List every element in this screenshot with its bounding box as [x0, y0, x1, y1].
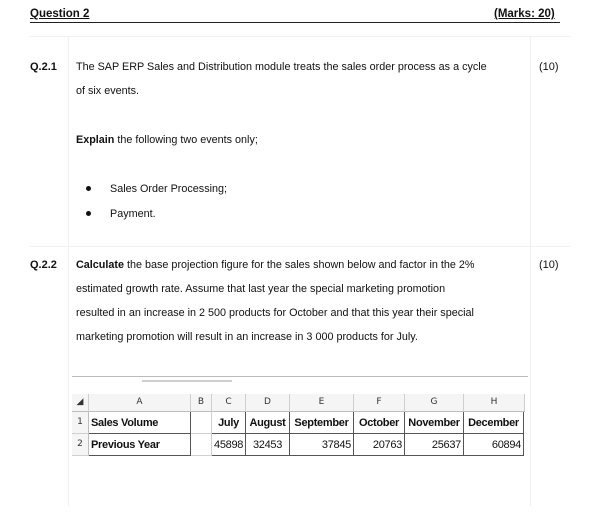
cell-e1: September	[290, 412, 354, 434]
q2-line4: marketing promotion will result in an increase in 3 000 products for July.	[76, 331, 418, 343]
q2-marks: (10)	[539, 259, 559, 271]
total-marks: (Marks: 20)	[494, 8, 555, 20]
q2-line1-rest: the base projection figure for the sales shown below and factor in the 2%	[124, 259, 475, 271]
question-title: Question 2	[30, 8, 90, 20]
q1-marks: (10)	[539, 61, 559, 73]
q1-explain-bold: Explain	[76, 134, 115, 146]
header-rule	[30, 22, 560, 23]
column-header-d: D	[246, 394, 290, 412]
cell-b1	[191, 412, 212, 434]
q2-line2: estimated growth rate. Assume that last year the special marketing promotion	[76, 283, 446, 295]
column-header-h: H	[464, 394, 525, 412]
cell-a1: Sales Volume	[89, 412, 191, 434]
q1-bullet-1: Sales Order Processing;	[110, 183, 228, 195]
cell-h1: December	[464, 412, 524, 434]
cell-d2: 32453	[246, 434, 290, 456]
row-header-2: 2	[72, 434, 89, 456]
cell-g1: November	[405, 412, 464, 434]
q1-number: Q.2.1	[30, 61, 57, 73]
cell-e2: 37845	[290, 434, 354, 456]
table-rule-mid	[30, 246, 570, 247]
cell-h2: 60894	[464, 434, 524, 456]
cell-f1: October	[354, 412, 405, 434]
table-rule-top	[30, 36, 570, 37]
column-header-e: E	[290, 394, 354, 412]
sheet-top-border	[72, 376, 528, 377]
column-header-g: G	[405, 394, 464, 412]
q2-line1-bold: Calculate	[76, 259, 125, 271]
q1-explain	[76, 128, 258, 152]
q1-bullet-2: Payment.	[110, 208, 156, 220]
column-header-c: C	[212, 394, 246, 412]
cell-b2	[191, 434, 212, 456]
q2-number: Q.2.2	[30, 259, 57, 271]
q1-line1: The SAP ERP Sales and Distribution module treats the sales order process as a cycle	[76, 61, 487, 73]
cell-d1: August	[246, 412, 290, 434]
bullet-icon	[86, 186, 91, 191]
column-header-f: F	[354, 394, 405, 412]
q2-line1	[76, 253, 475, 277]
sheet-top-accent	[142, 380, 232, 382]
cell-c1: July	[212, 412, 246, 434]
cell-c2: 45898	[212, 434, 246, 456]
column-header-a: A	[89, 394, 191, 412]
row-header-1: 1	[72, 412, 89, 434]
table-rule-right	[530, 36, 531, 506]
q1-explain-rest: the following two events only;	[114, 134, 258, 146]
column-header-b: B	[191, 394, 212, 412]
select-all-corner: ◢	[72, 394, 89, 412]
cell-a2: Previous Year	[89, 434, 191, 456]
q2-line3: resulted in an increase in 2 500 products for October and that this year their special	[76, 307, 474, 319]
cell-f2: 20763	[354, 434, 405, 456]
table-rule-left	[68, 36, 69, 506]
cell-g2: 25637	[405, 434, 464, 456]
spreadsheet-image	[72, 376, 528, 464]
q1-line2: of six events.	[76, 85, 140, 97]
bullet-icon	[86, 211, 91, 216]
